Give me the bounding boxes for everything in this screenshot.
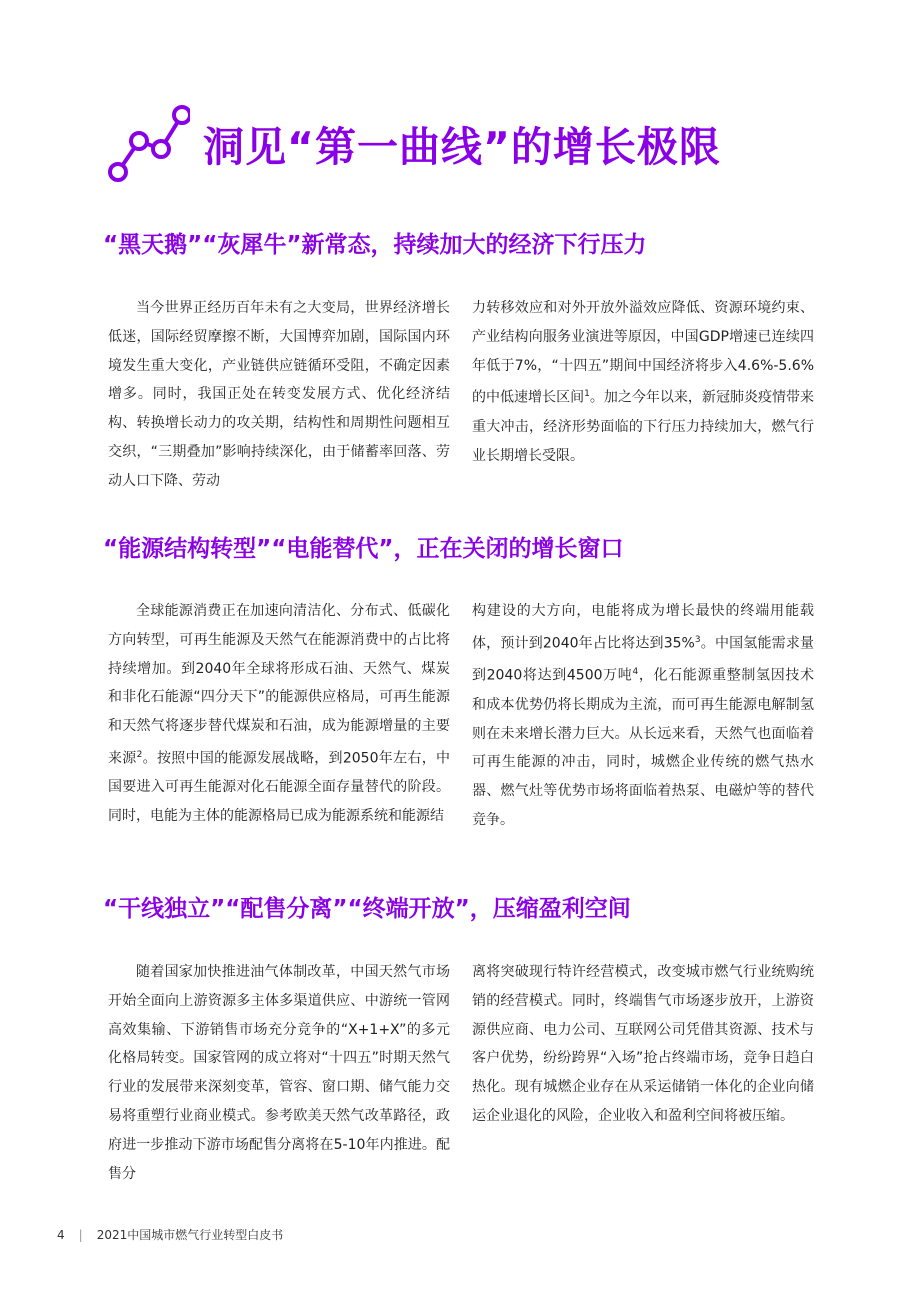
section-1-right-column	[472, 294, 814, 470]
section-heading-energy-transition: “能源结构转型”“电能替代”，正在关闭的增长窗口	[103, 536, 624, 562]
section-heading-market-reform: “干线独立”“配售分离”“终端开放”，压缩盈利空间	[103, 896, 631, 922]
paragraph: 离将突破现行特许经营模式，改变城市燃气行业统购统销的经营模式。同时，终端售气市场逐步放开，上游资源供应商、电力公司、互联网公司凭借其资源、技术与客户优势，纷纷跨界“入场”抢占终端市场，竞争日趋白热化。现有城燃企业存在从采运储销一体化的企业向储运企业退化的风险，企业收入和盈利空间将被压缩。	[472, 964, 814, 1124]
paragraph: 力转移效应和对外开放外溢效应降低、资源环境约束、产业结构向服务业演进等原因，中国GDP增速已连续四年低于7%，“十四五”期间中国经济将步入4.6%-5.6%的中低速增长区间$^1$。加之今年以来，新冠肺炎疫情带来重大冲击，经济形势面临的下行压力持续加大，燃气行业长期增长受限。	[472, 300, 815, 464]
section-3-right-column	[472, 958, 814, 1131]
footnote-ref: 2	[136, 749, 143, 760]
paragraph: 随着国家加快推进油气体制改革，中国天然气市场开始全面向上游资源多主体多渠道供应、中游统一管网高效集输、下游销售市场充分竞争的“X+1+X”的多元化格局转变。国家管网的成立将对“十四五”时期天然气行业的发展带来深刻变革，管容、窗口期、储气能力交易将重塑行业商业模式。参考欧美天然气改革路径，政府进一步推动下游市场配售分离将在5-10年内推进。配售分	[108, 964, 450, 1182]
paragraph: 构建设的大方向，电能将成为增长最快的终端用能载体，预计到2040年占比将达到35%$^3$。中国氢能需求量到2040将达到4500万吨$^4$，化石能源重整制氢因技术和成本优势仍将长期成为主流，而可再生能源电解制氢则在未来增长潜力巨大。从长远来看，天然气也面临着可再生能源的冲击，同时，城燃企业传统的燃气热水器、燃气灶等优势市场将面临着热泵、电磁炉等的替代竞争。	[472, 603, 815, 828]
section-3-left-column	[108, 958, 450, 1188]
footnote-ref: 3	[694, 634, 701, 645]
page-footer	[57, 1226, 283, 1243]
page-number: 4	[57, 1228, 65, 1242]
document-title: 2021中国城市燃气行业转型白皮书	[96, 1228, 284, 1242]
paragraph: 当今世界正经历百年未有之大变局，世界经济增长低迷，国际经贸摩擦不断，大国博弈加剧，国际国内环境发生重大变化，产业链供应链循环受阻，不确定因素增多。同时，我国正处在转变发展方式、优化经济结构、转换增长动力的攻关期，结构性和周期性问题相互交织，“三期叠加”影响持续深化，由于储蓄率回落、劳动人口下降、劳动	[108, 300, 450, 489]
section-heading-economic-pressure: “黑天鹅”“灰犀牛”新常态，持续加大的经济下行压力	[103, 232, 647, 258]
section-2-left-column	[108, 597, 450, 831]
paragraph: 全球能源消费正在加速向清洁化、分布式、低碳化方向转型，可再生能源及天然气在能源消费中的占比将持续增加。到2040年全球将形成石油、天然气、煤炭和非化石能源“四分天下”的能源供应格局，可再生能源和天然气将逐步替代煤炭和石油，成为能源增量的主要来源$^2$。按照中国的能源发展战略，到2050年左右，中国要进入可再生能源对化石能源全面存量替代的阶段。同时，电能为主体的能源格局已成为能源系统和能源结	[108, 603, 450, 825]
section-2-right-column	[472, 597, 814, 835]
footnote-ref: 4	[632, 667, 639, 678]
footnote-ref: 1	[584, 389, 590, 400]
section-1-left-column	[108, 294, 450, 496]
page-title: 洞见“第一曲线”的增长极限	[203, 123, 721, 171]
growth-curve-icon	[104, 100, 190, 184]
footer-separator: |	[78, 1228, 83, 1242]
